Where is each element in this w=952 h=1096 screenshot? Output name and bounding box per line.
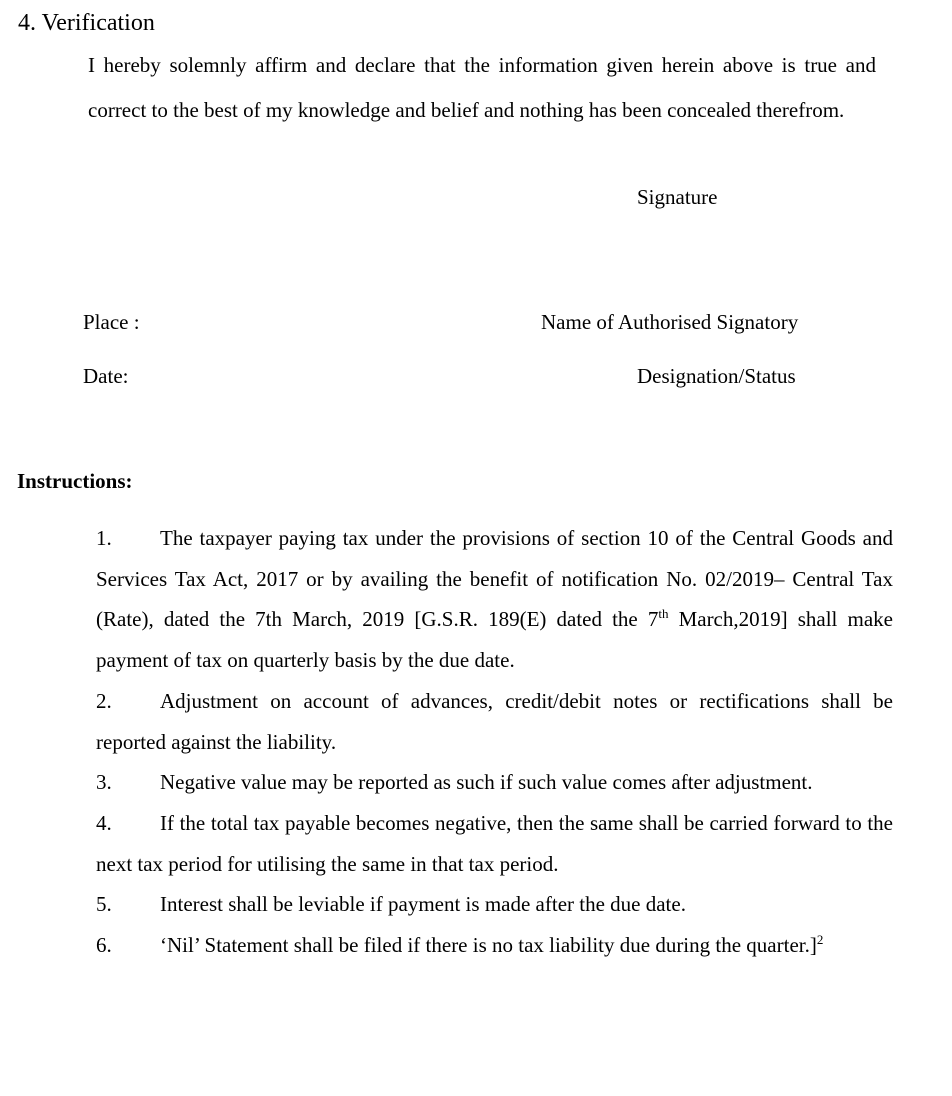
- instruction-6-number: 6.: [96, 933, 112, 958]
- instruction-5-number: 5.: [96, 892, 112, 917]
- signature-block: [0, 133, 952, 423]
- instruction-1-text: The taxpayer paying tax under the provisions of section 10 of the Central Goods and Services Tax Act, 2017 or by availing the benefit of notification No. 02/2019– Central Tax (Rate), dated the 7th March, 2019 [G.S.R. 189(E) dated the 7: [96, 526, 893, 632]
- instruction-2-text: Adjustment on account of advances, credit/debit notes or rectifications shall be reported against the liability.: [96, 688, 893, 754]
- instruction-1-number: 1.: [96, 526, 112, 550]
- instruction-2-number: 2.: [96, 688, 112, 713]
- instruction-item-4: [96, 803, 893, 884]
- document-page: [0, 10, 952, 1096]
- instruction-item-6: [96, 925, 893, 966]
- name-of-authorised-signatory-label: Name of Authorised Signatory: [541, 310, 799, 334]
- instruction-item-2: [96, 681, 893, 762]
- instructions-list: [96, 518, 893, 966]
- instruction-item-1: [96, 518, 893, 681]
- verification-declaration-text: I hereby solemnly affirm and declare that the information given herein above is true and correct to the best of my knowledge and belief and nothing has been concealed therefrom.: [88, 53, 876, 122]
- instruction-6-superscript: 2: [816, 932, 824, 948]
- instruction-3-text: Negative value may be reported as such if such value comes after adjustment.: [160, 770, 813, 795]
- instruction-item-5: [96, 884, 893, 925]
- instruction-4-text: If the total tax payable becomes negative, then the same shall be carried forward to the next tax period for utilising the same in that tax period.: [96, 810, 893, 876]
- instruction-6-text: ‘Nil’ Statement shall be filed if there is no tax liability due during the quarter.]: [160, 933, 817, 958]
- instruction-item-3: [96, 762, 893, 803]
- instruction-1-superscript: th: [658, 606, 669, 622]
- instruction-4-number: 4.: [96, 810, 112, 835]
- section-heading: 4. Verification: [18, 10, 155, 36]
- instruction-1-text-cont: March,2019] shall make payment of tax on quarterly basis by the due date.: [96, 607, 893, 673]
- designation-status-label: Designation/Status: [637, 364, 796, 388]
- date-label: Date:: [83, 364, 129, 388]
- instructions-heading: Instructions:: [17, 469, 133, 493]
- signature-label: Signature: [637, 185, 718, 209]
- instruction-3-number: 3.: [96, 770, 112, 795]
- place-label: Place :: [83, 310, 140, 334]
- instruction-5-text: Interest shall be leviable if payment is made after the due date.: [160, 892, 686, 917]
